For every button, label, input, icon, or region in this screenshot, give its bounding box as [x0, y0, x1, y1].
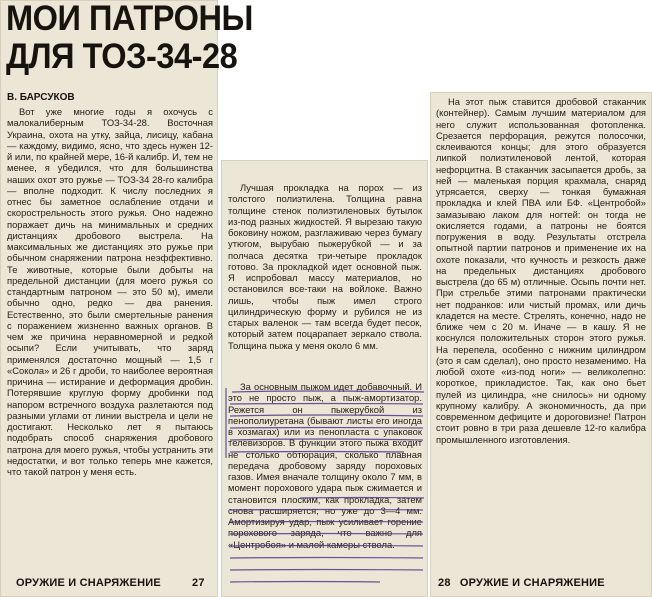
pen-line-9	[230, 522, 423, 523]
pen-line-6	[230, 452, 404, 453]
author-name: В. БАРСУКОВ	[7, 92, 75, 103]
pen-line-7	[300, 498, 424, 499]
footer-left-section: ОРУЖИЕ И СНАРЯЖЕНИЕ	[16, 577, 161, 589]
footer-left-page: 27	[192, 577, 205, 589]
column-2-paragraph-top: Лучшая прокладка на порох — из толстого полиэтилена. Толщина равна толщине стенок полиэтиленовых бутылок из-под разных жидкостей. Я вырезаю такую боковину ножом, разглаживаю через бумагу утюгом, вырубаю пыжерубкой — и за полчаса десятка три-четыре прокладок готово. За прокладкой идет основной пыж. Я испробовал массу материалов, но остановился все-таки на войлоке. Важно лишь, чтобы пыж имел строго цилиндрическую форму и рубился не из старых валенок — там всегда будет песок, который затем поцарапает зеркало ствола. Толщина пыжа у меня около 6 мм.	[228, 182, 422, 351]
pen-line-8	[230, 510, 423, 511]
pen-line-2	[230, 404, 423, 405]
column-1-paragraph: Вот уже многие годы я охочусь с малокалиберным ТОЗ-34-28. Восточная Украина, охота на утку, зайца, лисицу, кабана — каждому, видимо, ясно, что здесь нужен 12-й или, по крайней мере, 16-й калибр. И, тем не менее, я убедился, что для большинства наших охот это ружье — ТОЗ-34 28-го калибра — вполне подходит. К числу последних я отнес бы заметное ослабление отдачи и скорострельность этого ружья. Оно надежно поражает дичь на минимальных и средних дистанциях дробового выстрела. На максимальных же дистанциях это ружье при обычном снаряжении патрона неэффективно. Те животные, которые были добыты на предельной дистанции (для моего ружья со стандартным патроном — это 50 м), имели обычно одно, редко — два ранения. Естественно, это были смертельные ранения с поражением жизненно важных органов. В чем же причина неравномерной и редкой осыпи? Если учитывать, что заряд применялся достаточно мощный — 1,5 г «Сокола» и 26 г дроби, то наиболее вероятная причина — истирание и деформация дробин. Потерявшие круглую форму дробинки под напором встречного воздуха разлетаются под разными углами от линии выстрела и цели не достигают. Несколько лет я пытаюсь подобрать способ снаряжения дробового патрона для моего ружья, чтобы устранить эти недостатки, и вот только теперь мне кажется, что такой патрон у меня есть.	[7, 106, 213, 477]
pen-line-10	[230, 534, 423, 535]
pen-line-4	[230, 428, 423, 429]
pen-line-5	[230, 439, 423, 440]
pen-line-14	[230, 582, 380, 583]
pen-line-12	[230, 558, 423, 559]
pen-line-3	[230, 415, 423, 416]
article-title-line1: МОИ ПАТРОНЫ	[6, 0, 253, 38]
pen-line-11	[230, 546, 423, 547]
pen-line-1	[232, 391, 424, 392]
column-2-paragraph-highlighted: За основным пыжом идет добавочный. И это не просто пыж, а пыж-амортизатор. Режется он пыжерубкой из пенополиуретана (бывают листы его иногда в хозмагах) или из пенопласта с упаковок телевизоров. В функции этого пыжа входит не столько обтюрация, сколько плавная передача дробовому заряду пороховых газов. Имея вначале толщину около 7 мм, в момент порохового удара пыж сжимается и становится плоским, как прокладка, затем снова расширяется, но уже до 3—4 мм. Амортизируя удар, пыж усиливает горение порохового заряда, что важно для «Центробоя» и малой камеры ствола.	[228, 381, 422, 550]
article-title-line2: ДЛЯ ТОЗ-34-28	[6, 37, 238, 76]
column-3-paragraph: На этот пыж ставится дробовой стаканчик (контейнер). Самым лучшим материалом для него служит использованная фотопленка. Срезается перфорация, режутся полосочки, склеиваются концы; для этого образуется липкой полиэтиленовой лентой, которая нефорцитна. В стаканчик засыпается дробь, за ней — маленькая порция крахмала, снаряд утрясается, сверху — тонкая бумажная прокладка и клей ПВА или БФ. «Центробой» замазываю лаком для ногтей: он тогда не окисляется годами, а патроны не боятся погружения в воду. Результаты отстрела опытной партии патронов и применение их на охоте показали, что кучность и резкость даже на предельных дистанциях дробового выстрела (до 65 м) отличные. Осыпь почти нет. При стрельбе этими патронами практически нет подранков: или чистый промах, или дичь кладется на месте. Стрелять, конечно, надо не ближе чем с 20 м. Иначе — в кашу. Я не коснулся положительных сторон этого ружья. На перепела, особенно с нижним цилиндром (это я сам сделал), оно просто незаменимо. На любой охоте «из-под ноги» — великолепно: короткое, прикладистое. Так, как оно бьет пулей из цилиндра, «не снилось» ни одному крупному калибру. А экономичность, да при современном дефиците и дороговизне! Патрон стоит ровно в три раза дешевле 12-го калибра промышленного изготовления.	[436, 96, 646, 445]
pen-line-13	[230, 570, 423, 571]
footer-right-page: 28	[438, 577, 451, 589]
footer-right-section: ОРУЖИЕ И СНАРЯЖЕНИЕ	[459, 577, 605, 589]
